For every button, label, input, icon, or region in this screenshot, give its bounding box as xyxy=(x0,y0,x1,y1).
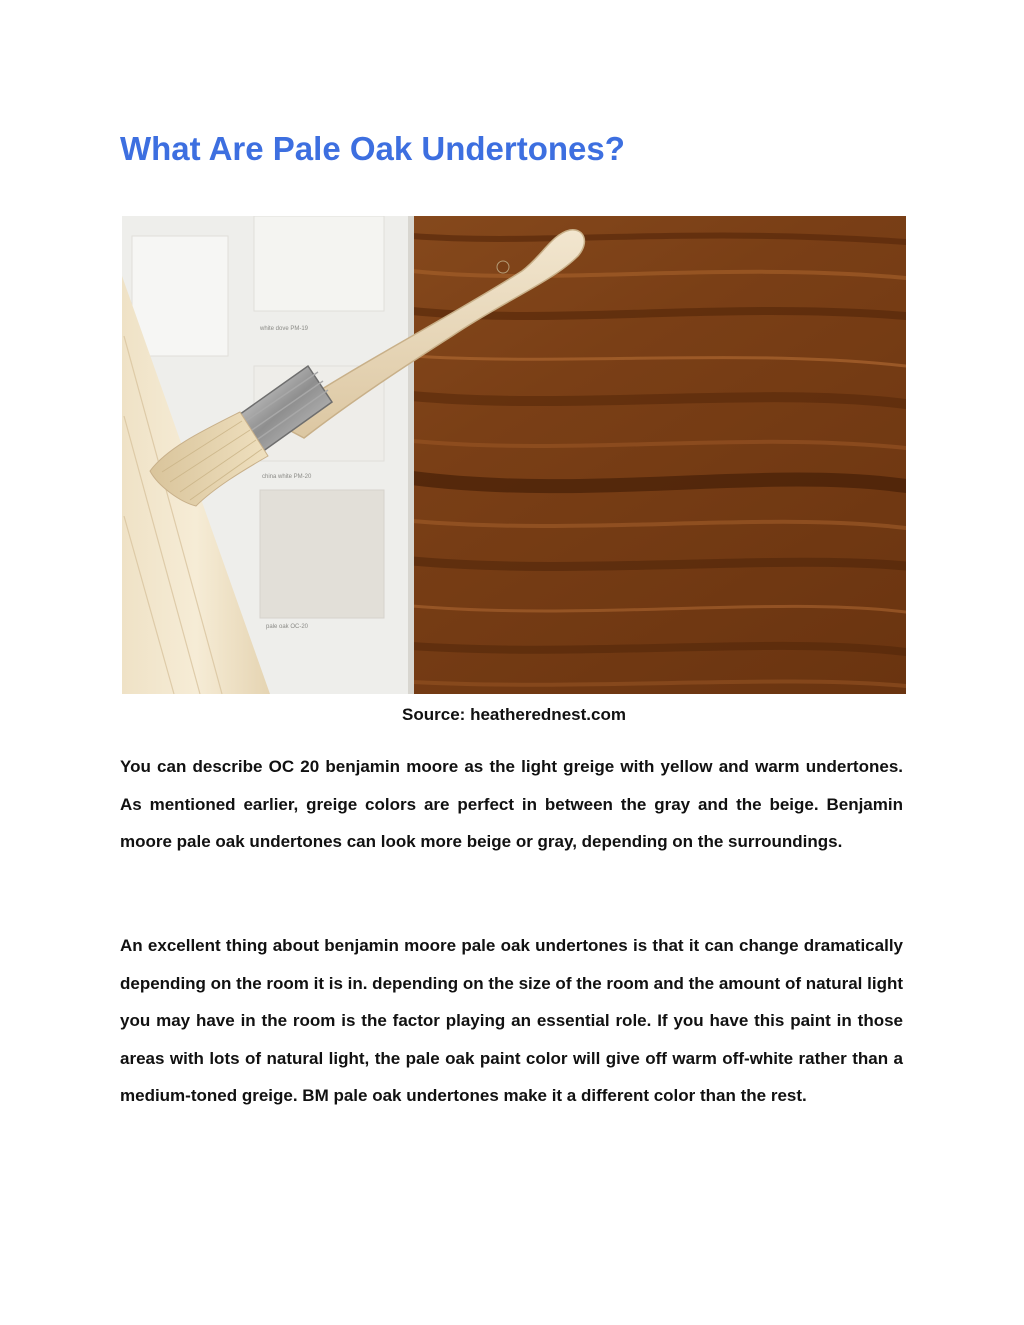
swatch-label-china-white: china white PM-20 xyxy=(262,474,312,480)
swatch-label-white-dove: white dove PM-19 xyxy=(260,326,309,332)
image-caption: Source: heatherednest.com xyxy=(402,705,626,724)
page-title: What Are Pale Oak Undertones? xyxy=(120,130,625,167)
paragraph-2: An excellent thing about benjamin moore pale oak undertones is that it can change dramatically depending on the room it is in. depending on the size of the room and the amount of natural light you may have in the room is the factor playing an essential role. If you have this paint in those areas with lots of natural light, the pale oak paint color will give off warm off-white rather than a medium-toned greige. BM pale oak undertones make it a different color than the rest. xyxy=(120,936,903,1106)
paint-brush-photo xyxy=(122,216,906,694)
paragraph-1: You can describe OC 20 benjamin moore as the light greige with yellow and warm undertones. As mentioned earlier, greige colors are perfect in between the gray and the beige. Benjamin moore pale oak undertones can look more beige or gray, depending on the surroundings. xyxy=(120,757,903,852)
swatch-label-pale-oak: pale oak OC-20 xyxy=(266,624,309,630)
